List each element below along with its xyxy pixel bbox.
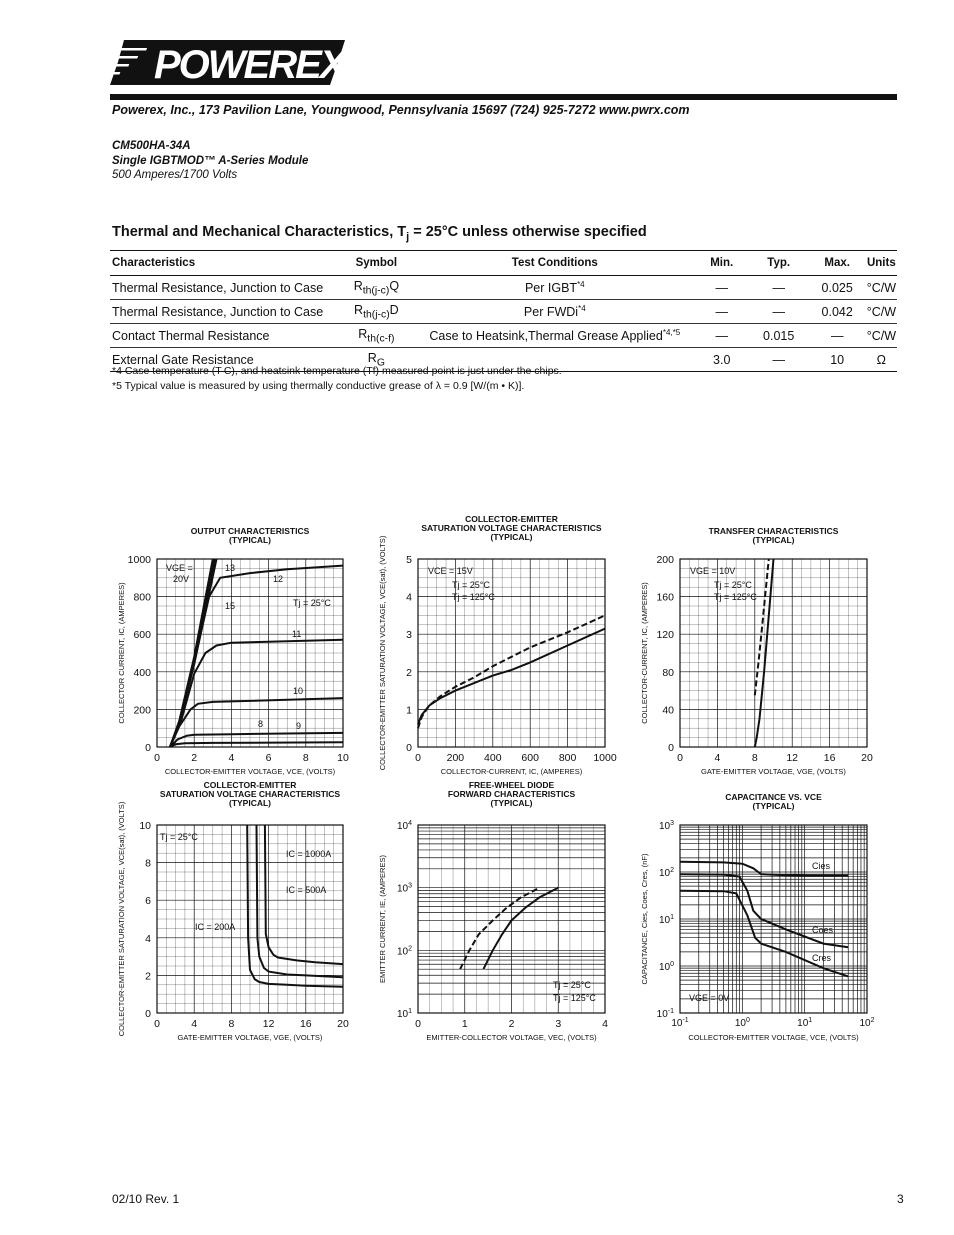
y-tick-label: $10^3$ bbox=[658, 820, 674, 832]
chart-title: CAPACITANCE VS. VCE bbox=[725, 792, 822, 802]
chart-annotation: Tj = 125°C bbox=[553, 993, 596, 1003]
chart-annotation: Tj = 125°C bbox=[452, 592, 495, 602]
chart-annotation: Cres bbox=[812, 953, 832, 963]
y-tick-label: 8 bbox=[145, 857, 151, 870]
cell-min: — bbox=[695, 300, 749, 324]
chart-annotation: 10 bbox=[293, 686, 304, 696]
cell-test-condition: Per IGBT$^{*4}$ bbox=[415, 276, 695, 300]
cell-characteristic: Contact Thermal Resistance bbox=[110, 324, 338, 348]
chart-annotation: Tj = 25°C bbox=[714, 580, 752, 590]
chart-annotation: Tj = 25°C bbox=[293, 598, 331, 608]
series-line bbox=[257, 825, 344, 977]
x-tick-label: 1 bbox=[461, 1018, 468, 1030]
chart-title: FREE-WHEEL DIODE bbox=[468, 780, 555, 790]
x-tick-label: 8 bbox=[751, 752, 758, 764]
x-tick-label: 16 bbox=[823, 752, 836, 764]
product-description: Single IGBTMOD™ A-Series Module bbox=[112, 154, 309, 167]
y-tick-label: 120 bbox=[656, 629, 674, 642]
chart-annotation: 9 bbox=[296, 721, 302, 731]
cell-typ: — bbox=[749, 276, 809, 300]
y-tick-label: $10^1$ bbox=[396, 1008, 412, 1020]
chart-3 bbox=[640, 526, 873, 776]
x-axis-label: COLLECTOR-CURRENT, IC, (AMPERES) bbox=[440, 767, 583, 776]
x-tick-label: 600 bbox=[521, 752, 539, 764]
chart-annotation: VCE = 15V bbox=[428, 566, 473, 576]
x-tick-label: 4 bbox=[228, 752, 235, 764]
chart-subtitle: (TYPICAL) bbox=[752, 801, 795, 811]
y-tick-label: 1 bbox=[406, 704, 412, 717]
series-line bbox=[170, 733, 343, 747]
chart-grid bbox=[418, 559, 605, 747]
x-axis-label: EMITTER-COLLECTOR VOLTAGE, VEC, (VOLTS) bbox=[426, 1033, 597, 1042]
col-header-characteristics: Characteristics bbox=[110, 251, 338, 276]
chart-annotation: Coes bbox=[812, 925, 834, 935]
section-title: Thermal and Mechanical Characteristics, $T_j = 25^\circ C$ unless otherwise specified bbox=[112, 224, 647, 243]
y-tick-label: 4 bbox=[406, 591, 412, 604]
y-tick-label: 160 bbox=[656, 591, 674, 604]
cell-symbol: $R_{th(c-f)}$ bbox=[338, 324, 415, 348]
y-tick-label: 200 bbox=[656, 554, 674, 566]
chart-subtitle: (TYPICAL) bbox=[490, 532, 533, 542]
chart-grid bbox=[680, 559, 867, 747]
x-tick-label: $10^1$ bbox=[797, 1017, 813, 1029]
chart-title: COLLECTOR-EMITTER bbox=[465, 514, 558, 524]
cell-characteristic: Thermal Resistance, Junction to Case bbox=[110, 300, 338, 324]
chart-annotation: IC = 200A bbox=[195, 922, 236, 932]
y-tick-label: $10^0$ bbox=[658, 961, 674, 973]
cell-units: °C/W bbox=[866, 300, 897, 324]
x-tick-label: $10^2$ bbox=[859, 1017, 875, 1029]
x-tick-label: 0 bbox=[415, 1018, 421, 1030]
chart-grid bbox=[680, 825, 867, 1013]
chart-6 bbox=[640, 792, 875, 1042]
x-tick-label: 20 bbox=[337, 1018, 349, 1030]
x-tick-label: 8 bbox=[228, 1018, 235, 1030]
y-axis-label: COLLECTOR CURRENT, IC, (AMPERES) bbox=[117, 582, 126, 724]
chart-annotation: VGE = 0V bbox=[689, 993, 730, 1003]
chart-subtitle: (TYPICAL) bbox=[228, 798, 272, 808]
x-tick-label: 2 bbox=[508, 1018, 515, 1030]
y-tick-label: $10^3$ bbox=[396, 882, 412, 895]
y-tick-label: 5 bbox=[406, 554, 412, 566]
cell-units: Ω bbox=[866, 348, 897, 372]
x-tick-label: 0 bbox=[154, 1018, 160, 1030]
y-tick-label: $10^2$ bbox=[396, 945, 412, 958]
chart-annotation: Tj = 25°C bbox=[553, 980, 591, 990]
y-axis-label: COLLECTOR-EMITTER SATURATION VOLTAGE, VCE(sat), (VOLTS) bbox=[378, 535, 387, 771]
y-tick-label: $10^1$ bbox=[658, 914, 674, 926]
y-axis-label: COLLECTOR-EMITTER SATURATION VOLTAGE, VCE(sat), (VOLTS) bbox=[117, 801, 126, 1037]
product-rating: 500 Amperes/1700 Volts bbox=[112, 169, 238, 181]
y-tick-label: 0 bbox=[668, 742, 674, 754]
y-tick-label: $10^{-1}$ bbox=[656, 1008, 674, 1020]
chart-subtitle: FORWARD CHARACTERISTICS bbox=[447, 789, 576, 799]
chart-annotation: 8 bbox=[258, 719, 264, 729]
y-tick-label: 40 bbox=[662, 704, 674, 717]
cell-min: — bbox=[695, 324, 749, 348]
cell-characteristic: External Gate Resistance bbox=[110, 348, 338, 372]
series-line bbox=[483, 888, 558, 970]
x-axis-label: GATE-EMITTER VOLTAGE, VGE, (VOLTS) bbox=[701, 767, 846, 776]
chart-title: OUTPUT CHARACTERISTICS bbox=[190, 526, 310, 536]
y-tick-label: 2 bbox=[145, 970, 151, 983]
x-tick-label: 2 bbox=[191, 752, 198, 764]
x-tick-label: $10^0$ bbox=[734, 1017, 750, 1029]
y-tick-label: 6 bbox=[145, 895, 151, 908]
y-tick-label: 0 bbox=[145, 1008, 151, 1020]
chart-subtitle: SATURATION VOLTAGE CHARACTERISTICS bbox=[159, 789, 341, 799]
x-tick-label: $10^{-1}$ bbox=[671, 1017, 689, 1029]
y-tick-label: 3 bbox=[406, 629, 412, 642]
x-tick-label: 3 bbox=[555, 1018, 562, 1030]
x-tick-label: 12 bbox=[262, 1018, 275, 1030]
cell-max: 0.042 bbox=[809, 300, 866, 324]
col-header-test-conditions: Test Conditions bbox=[415, 251, 695, 276]
chart-annotation: 11 bbox=[292, 629, 302, 639]
chart-1 bbox=[117, 526, 349, 776]
x-tick-label: 12 bbox=[786, 752, 799, 764]
y-tick-label: $10^4$ bbox=[396, 820, 412, 832]
chart-annotation: Tj = 25°C bbox=[452, 580, 490, 590]
svg-text:POWEREX: POWEREX bbox=[154, 43, 345, 85]
revision: 02/10 Rev. 1 bbox=[112, 1192, 180, 1206]
col-header-typ: Typ. bbox=[749, 251, 809, 276]
chart-5 bbox=[378, 780, 608, 1042]
col-header-max: Max. bbox=[809, 251, 866, 276]
page-number: 3 bbox=[897, 1192, 904, 1206]
y-tick-label: 1000 bbox=[127, 554, 151, 566]
x-tick-label: 4 bbox=[602, 1018, 608, 1030]
y-tick-label: $10^2$ bbox=[658, 867, 674, 879]
x-axis-label: GATE-EMITTER VOLTAGE, VGE, (VOLTS) bbox=[177, 1033, 323, 1042]
x-tick-label: 400 bbox=[484, 752, 502, 764]
series-line bbox=[680, 874, 848, 947]
x-tick-label: 4 bbox=[191, 1018, 198, 1030]
chart-subtitle: SATURATION VOLTAGE CHARACTERISTICS bbox=[421, 523, 602, 533]
x-tick-label: 0 bbox=[677, 752, 683, 764]
chart-annotation: Cies bbox=[812, 861, 831, 871]
chart-4 bbox=[117, 780, 349, 1042]
chart-annotation: IC = 1000A bbox=[286, 849, 332, 859]
y-tick-label: 10 bbox=[139, 820, 151, 832]
cell-max: 10 bbox=[809, 348, 866, 372]
y-axis-label: COLLECTOR-CURRENT, IC, (AMPERES) bbox=[640, 582, 649, 724]
cell-characteristic: Thermal Resistance, Junction to Case bbox=[110, 276, 338, 300]
x-tick-label: 20 bbox=[861, 752, 873, 764]
series-line bbox=[755, 559, 769, 695]
chart-title: COLLECTOR-EMITTER bbox=[203, 780, 297, 790]
y-tick-label: 4 bbox=[145, 932, 151, 945]
chart-title: TRANSFER CHARACTERISTICS bbox=[708, 526, 839, 536]
y-tick-label: 200 bbox=[133, 704, 151, 717]
cell-test-condition: Per FWDi$^{*4}$ bbox=[415, 300, 695, 324]
chart-subtitle: (TYPICAL) bbox=[228, 535, 272, 545]
chart-annotation: Tj = 125°C bbox=[714, 592, 757, 602]
x-axis-label: COLLECTOR-EMITTER VOLTAGE, VCE, (VOLTS) bbox=[164, 767, 336, 776]
cell-units: °C/W bbox=[866, 276, 897, 300]
chart-subtitle: (TYPICAL) bbox=[490, 798, 533, 808]
x-tick-label: 0 bbox=[415, 752, 421, 764]
y-axis-label: EMITTER CURRENT, IE, (AMPERES) bbox=[378, 855, 387, 983]
y-tick-label: 400 bbox=[133, 666, 151, 679]
cell-typ: — bbox=[749, 300, 809, 324]
chart-annotation: VGE = bbox=[166, 563, 193, 573]
chart-annotation: 20V bbox=[173, 574, 190, 584]
chart-annotation: VGE = 10V bbox=[690, 566, 736, 576]
chart-annotation: IC = 500A bbox=[286, 885, 327, 895]
cell-max: 0.025 bbox=[809, 276, 866, 300]
cell-min: 3.0 bbox=[695, 348, 749, 372]
chart-annotation: Tj = 25°C bbox=[160, 832, 198, 842]
series-line bbox=[170, 698, 343, 747]
y-axis-label: CAPACITANCE, Cies, Coes, Cres, (nF) bbox=[640, 853, 649, 985]
cell-symbol: $R_{th(j-c)}D$ bbox=[338, 300, 415, 324]
x-tick-label: 800 bbox=[558, 752, 577, 764]
company-address: Powerex, Inc., 173 Pavilion Lane, Youngwood, Pennsylvania 15697 (724) 925-7272 www.pwrx.com bbox=[112, 103, 690, 117]
col-header-symbol: Symbol bbox=[338, 251, 415, 276]
cell-min: — bbox=[695, 276, 749, 300]
y-tick-label: 0 bbox=[145, 742, 151, 754]
y-tick-label: 800 bbox=[133, 591, 151, 604]
y-tick-label: 600 bbox=[133, 629, 151, 642]
y-tick-label: 2 bbox=[406, 666, 412, 679]
chart-annotation: 12 bbox=[273, 574, 284, 584]
chart-annotation: 15 bbox=[225, 601, 236, 611]
footnote-5: *5 Typical value is measured by using thermally conductive grease of λ = 0.9 [W/(m • K)]. bbox=[112, 380, 525, 392]
x-tick-label: 6 bbox=[265, 752, 272, 764]
x-tick-label: 200 bbox=[446, 752, 465, 764]
x-axis-label: COLLECTOR-EMITTER VOLTAGE, VCE, (VOLTS) bbox=[688, 1033, 859, 1042]
cell-symbol: $R_{th(j-c)}Q$ bbox=[338, 276, 415, 300]
chart-2 bbox=[378, 514, 617, 776]
y-tick-label: 0 bbox=[406, 742, 412, 754]
cell-test-condition: Case to Heatsink,Thermal Grease Applied$^{*4,*5}$ bbox=[415, 324, 695, 348]
y-tick-label: 80 bbox=[662, 666, 674, 679]
cell-typ: 0.015 bbox=[749, 324, 809, 348]
series-line bbox=[170, 742, 343, 747]
col-header-units: Units bbox=[866, 251, 897, 276]
footnote-4: *4 Case temperature (T C), and heatsink temperature (Tf) measured point is just under the chips. bbox=[112, 365, 562, 377]
x-tick-label: 16 bbox=[299, 1018, 312, 1030]
x-tick-label: 10 bbox=[337, 752, 349, 764]
cell-max: — bbox=[809, 324, 866, 348]
col-header-min: Min. bbox=[695, 251, 749, 276]
chart-annotation: 13 bbox=[225, 563, 236, 573]
chart-subtitle: (TYPICAL) bbox=[752, 535, 795, 545]
cell-units: °C/W bbox=[866, 324, 897, 348]
x-tick-label: 1000 bbox=[593, 752, 617, 764]
cell-typ: — bbox=[749, 348, 809, 372]
part-number: CM500HA-34A bbox=[112, 140, 191, 152]
x-tick-label: 8 bbox=[302, 752, 309, 764]
x-tick-label: 0 bbox=[154, 752, 160, 764]
x-tick-label: 4 bbox=[714, 752, 721, 764]
series-line bbox=[170, 566, 343, 747]
cell-symbol: $R_G$ bbox=[338, 348, 415, 372]
